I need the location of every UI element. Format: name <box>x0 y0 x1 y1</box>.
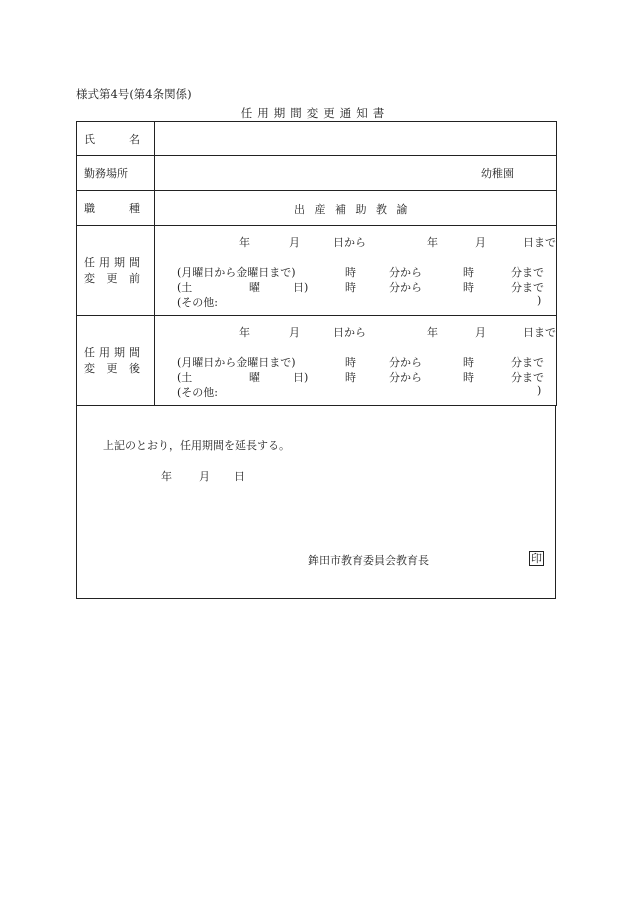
hours-hour2: 時 <box>463 371 474 384</box>
name-value-cell[interactable] <box>155 122 557 156</box>
document-title: 任用期間変更通知書 <box>240 106 390 120</box>
position-label-char: 種 <box>129 202 140 215</box>
label-char: 間 <box>129 255 140 269</box>
period-from-day: 日から <box>333 236 366 249</box>
hours-hour2: 時 <box>463 281 474 294</box>
hours-other-label: (その他: <box>177 296 218 309</box>
hours-minute-from: 分から <box>389 371 422 384</box>
period-year2: 年 <box>427 236 438 249</box>
hours-sat-open: (土 <box>177 281 193 294</box>
period-year: 年 <box>239 326 250 339</box>
label-char: 間 <box>129 345 140 359</box>
period-before-content[interactable] <box>155 226 557 316</box>
position-label <box>77 191 155 226</box>
notice-table <box>76 121 557 406</box>
hours-sat-mid: 曜 <box>249 371 260 384</box>
hours-hour2: 時 <box>463 356 474 369</box>
period-to-day: 日まで <box>523 236 556 249</box>
hours-sat-close: 日) <box>293 371 309 384</box>
statement-text: 上記のとおり，任用期間を延長する。 <box>103 439 290 452</box>
hours-minute-to: 分まで <box>511 371 544 384</box>
period-month2: 月 <box>475 236 486 249</box>
hours-hour: 時 <box>345 281 356 294</box>
label-char: 前 <box>129 271 140 285</box>
period-from-day: 日から <box>333 326 366 339</box>
period-month: 月 <box>289 236 300 249</box>
hours-minute-to: 分まで <box>511 266 544 279</box>
label-char: 任 <box>84 345 95 359</box>
hours-sat-close: 日) <box>293 281 309 294</box>
name-label-char: 名 <box>129 132 140 146</box>
seal-icon: 印 <box>531 552 542 565</box>
position-label-char: 職 <box>84 202 95 215</box>
hours-other-close: ) <box>537 384 542 397</box>
notice-footer <box>76 405 556 599</box>
label-char: 変 <box>84 361 95 375</box>
name-label <box>77 122 155 156</box>
position-value-cell <box>155 191 557 226</box>
hours-other-label: (その他: <box>177 386 218 399</box>
period-before-row <box>77 226 557 316</box>
label-char: 変 <box>84 271 95 285</box>
hours-other-close: ) <box>537 294 542 307</box>
form-number: 様式第4号(第4条関係) <box>76 87 192 101</box>
period-year2: 年 <box>427 326 438 339</box>
hours-hour: 時 <box>345 371 356 384</box>
period-month: 月 <box>289 326 300 339</box>
workplace-value: 幼稚園 <box>481 167 514 180</box>
hours-hour: 時 <box>345 356 356 369</box>
date-month: 月 <box>199 470 210 483</box>
workplace-label: 勤務場所 <box>77 156 155 191</box>
label-char: 後 <box>129 361 140 375</box>
hours-hour: 時 <box>345 266 356 279</box>
position-value: 出 産 補 助 教 諭 <box>294 203 411 216</box>
hours-minute-from: 分から <box>389 281 422 294</box>
period-year: 年 <box>239 236 250 249</box>
period-before-label <box>77 226 155 316</box>
label-char: 更 <box>106 361 118 375</box>
date-day: 日 <box>234 470 245 483</box>
position-row <box>77 191 557 226</box>
label-char: 用 <box>99 255 110 269</box>
workplace-row <box>77 156 557 191</box>
label-char: 期 <box>114 345 125 359</box>
hours-minute-to: 分まで <box>511 356 544 369</box>
label-char: 更 <box>106 271 118 285</box>
hours-sat-mid: 曜 <box>249 281 260 294</box>
period-after-row <box>77 316 557 406</box>
hours-minute-to: 分まで <box>511 281 544 294</box>
hours-weekday-label: (月曜日から金曜日まで) <box>177 266 296 279</box>
name-label-char: 氏 <box>84 132 95 146</box>
hours-weekday-label: (月曜日から金曜日まで) <box>177 356 296 369</box>
date-year: 年 <box>161 470 172 483</box>
name-row <box>77 122 557 156</box>
workplace-value-cell[interactable] <box>155 156 557 191</box>
label-char: 用 <box>99 345 110 359</box>
period-after-label <box>77 316 155 406</box>
hours-minute-from: 分から <box>389 356 422 369</box>
issuer-name: 鉾田市教育委員会教育長 <box>308 554 429 567</box>
label-char: 任 <box>84 255 95 269</box>
label-char: 期 <box>114 255 125 269</box>
period-month2: 月 <box>475 326 486 339</box>
hours-sat-open: (土 <box>177 371 193 384</box>
hours-hour2: 時 <box>463 266 474 279</box>
period-to-day: 日まで <box>523 326 556 339</box>
hours-minute-from: 分から <box>389 266 422 279</box>
period-after-content[interactable] <box>155 316 557 406</box>
